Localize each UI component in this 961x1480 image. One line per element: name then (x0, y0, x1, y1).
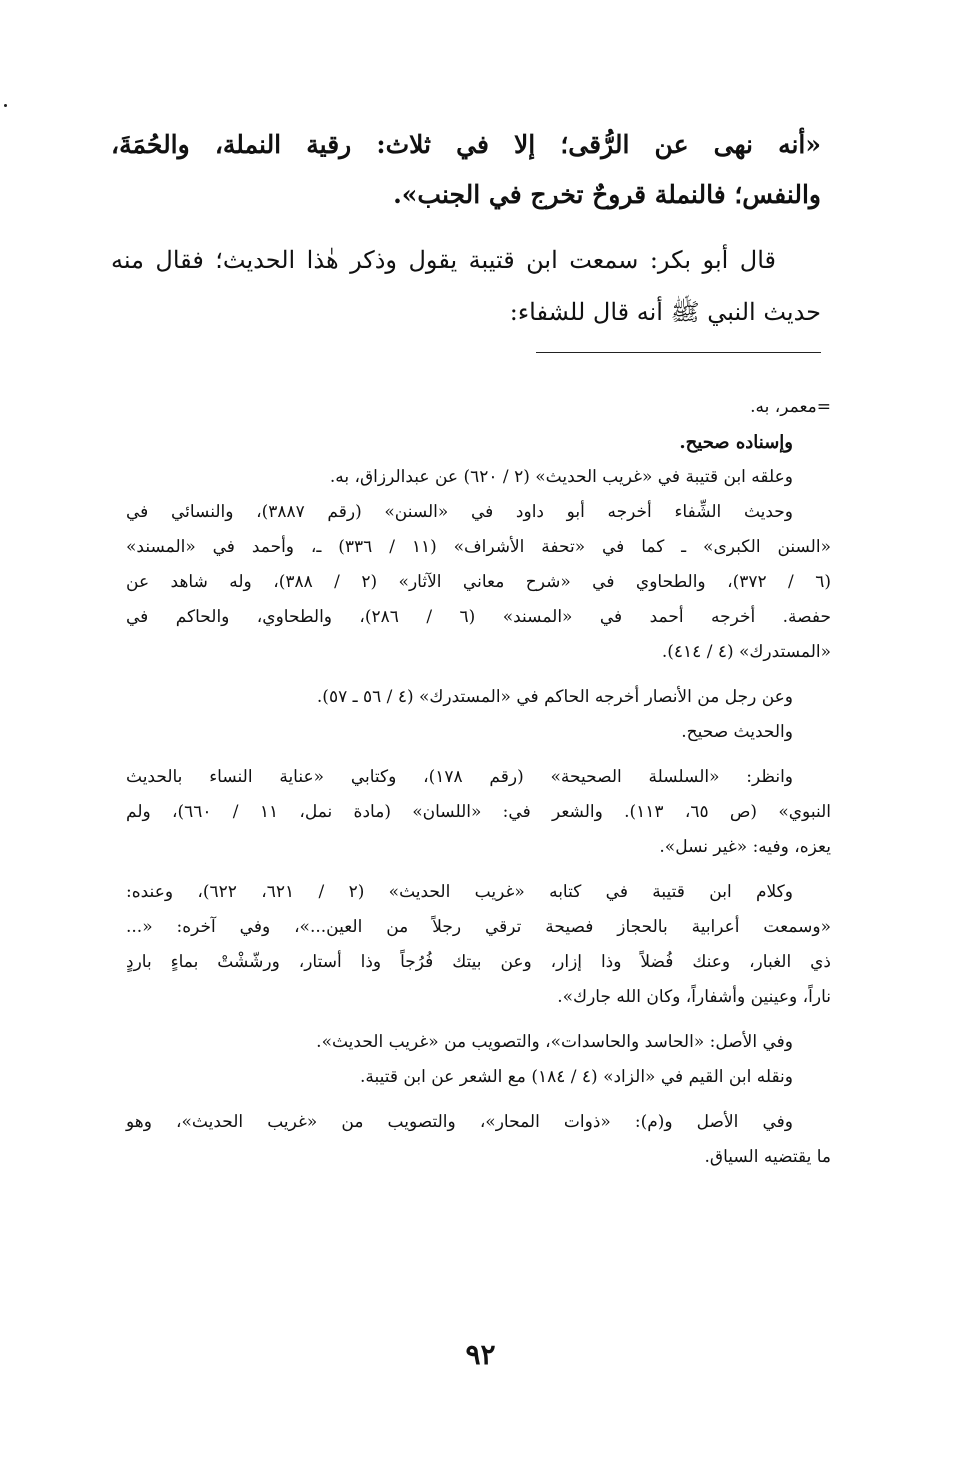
hadith-line: والنفس؛ فالنملة قروحٌ تخرج في الجنب». (393, 180, 821, 209)
footnote-line: وحديث الشِّفاء أخرجه أبو داود في «السنن» (رقم ٣٨٨٧)، والنسائي في (126, 502, 794, 522)
footnote-separator (536, 352, 821, 353)
footnote-line: وانظر: «السلسلة الصحيحة» (رقم ١٧٨)، وكتابي «عناية النساء بالحديث (126, 767, 793, 787)
footnote-paragraph: وفي الأصل: «الحاسد والحاسدات»، والتصويب من «غريب الحديث». (316, 1032, 793, 1052)
footnote-isnad: وإسناده صحيح. (679, 432, 793, 453)
footnote-line: حفصة. أخرجه أحمد في «المسند» (٦ / ٢٨٦)، والطحاوي، والحاكم في (126, 607, 831, 627)
hadith-quote (111, 120, 821, 220)
footnote-line: «وسمعت أعرابية بالحجاز فصيحة ترقي رجلاً من العين...»، وفي آخره: «... (126, 917, 831, 937)
footnote-paragraph: وعلقه ابن قتيبة في «غريب الحديث» (٢ / ٦٢٠) عن عبدالرزاق، به. (329, 467, 793, 487)
footnote-line: يعزه، وفيه: «غير نسل». (659, 837, 831, 857)
scan-speck (4, 104, 7, 107)
footnote-line: وكلام ابن قتيبة في كتابه «غريب الحديث» (٢ / ٦٢١، ٦٢٢)، وعنده: (126, 882, 793, 902)
footnote-line: وفي الأصل و(م): «ذوات المحار»، والتصويب من «غريب الحديث»، وهو (126, 1112, 793, 1132)
page-number: ٩٢ (465, 1338, 496, 1371)
main-text (111, 120, 821, 338)
footnote-paragraph: ونقله ابن القيم في «الزاد» (٤ / ١٨٤) مع الشعر عن ابن قتيبة. (359, 1067, 793, 1087)
footnote-line: ناراً، وعينين وأشفاراً، وكان الله جارك». (557, 987, 831, 1007)
footnote-line: ما يقتضيه السياق. (704, 1147, 831, 1167)
narration-line: قال أبو بكر: سمعت ابن قتيبة يقول وذكر هٰذا الحديث؛ فقال منه (111, 246, 776, 274)
footnote-continuation: =معمر، به. (750, 397, 831, 417)
footnote-paragraph: والحديث صحيح. (681, 722, 793, 742)
footnote-line: النبوي» (ص ٦٥، ١١٣). والشعر في: «اللسان» (مادة نمل، ١١ / ٦٦٠)، ولم (126, 802, 831, 822)
footnote-line: (٦ / ٣٧٢)، والطحاوي في «شرح معاني الآثار» (٢ / ٣٨٨)، وله شاهد عن (126, 572, 831, 592)
footnote-line: «السنن الكبرى» ـ كما في «تحفة الأشراف» (١١ / ٣٣٦) ـ، وأحمد في «المسند» (126, 537, 831, 557)
footnote-paragraph: وعن رجل من الأنصار أخرجه الحاكم في «المستدرك» (٤ / ٥٦ ـ ٥٧). (316, 687, 793, 707)
footnote-line: «المستدرك» (٤ / ٤١٤). (661, 642, 831, 662)
footnote-line: ذي الغبار، وعنك فُضلاً وذا إزار، وعن بيتك فُرُجاً وذا أستار، ورشّشْتْ بماءٍ باردٍ (126, 952, 831, 972)
narration-line: حديث النبي ﷺ أنه قال للشفاء: (509, 298, 821, 326)
narration (111, 234, 821, 338)
footnotes (126, 390, 831, 1175)
hadith-line: «أنه نهى عن الرُّقى؛ إلا في ثلاث: رقية النملة، والحُمَةَ، (111, 130, 821, 159)
